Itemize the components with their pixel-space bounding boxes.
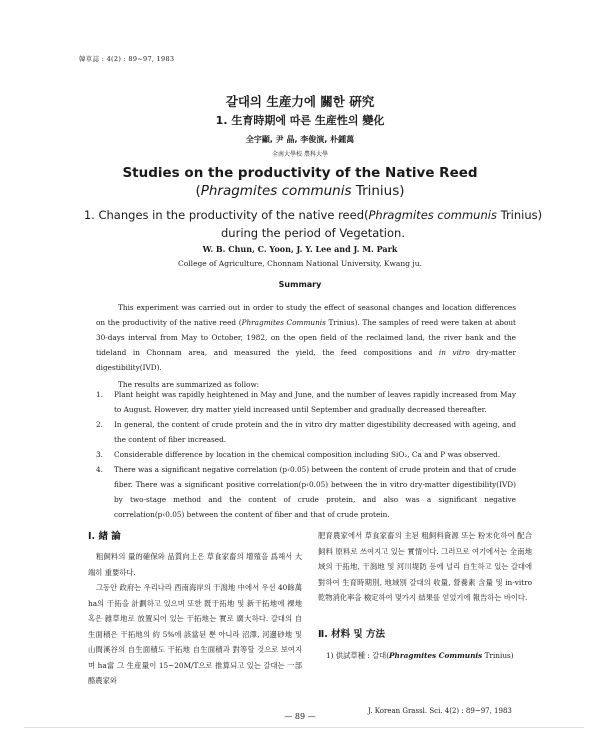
introduction-heading: Ⅰ. 緖 論 bbox=[88, 531, 121, 542]
footer-journal: J. Korean Grassl. Sci. 4(2) : 89~97, 1983 bbox=[368, 707, 512, 715]
right-column bbox=[318, 528, 532, 663]
methods-text: 1) 供試草種 : 갈대( bbox=[326, 650, 390, 660]
introduction-body bbox=[88, 549, 302, 689]
item-number: 1. bbox=[96, 390, 103, 399]
summary-lead: The results are summarized as follow: bbox=[118, 380, 260, 389]
list-item bbox=[96, 462, 516, 522]
species-name: Phragmites communis bbox=[200, 183, 352, 199]
item-text: In general, the content of crude protein and the in vitro dry matter digestibility decreased with ageing, and the content of fiber increased. bbox=[114, 420, 516, 444]
intro-paragraph: 그동안 政府는 우리나라 西南海岸의 干潟地 中에서 우선 40餘萬ha의 干拓을 計劃하고 있으며 또한 既干拓地 및 新干拓地에 裸地 혹은 雜草地로 放置되어 있는 干拓地는 實로 廣大하다. 갈대의 自生面積은 干拓地의 約 5%에 該當된 뿐 아니라 沼澤, 河邊砂地 및 山間溪谷의 自生面積도 干拓地 自生面積과 對等할 것으로 보여지며 ha當 그 生産量이 15~20M/T으로 推算되고 있는 갈대는 一部 酪農家와 bbox=[88, 583, 302, 685]
english-title-species: (Phragmites communis Trinius) bbox=[195, 183, 405, 199]
list-item bbox=[96, 387, 516, 417]
left-column bbox=[88, 528, 302, 689]
english-affiliation: College of Agriculture, Chonnam National University, Kwang ju. bbox=[178, 259, 422, 268]
intro-paragraph: 粗飼料의 量的確保와 品質向上은 草食家畜의 增殖을 爲해서 大端히 重要하다. bbox=[88, 552, 302, 577]
item-number: 3. bbox=[96, 450, 103, 459]
subtitle-suffix: Trinius) bbox=[496, 208, 543, 222]
bottom-divider bbox=[24, 727, 584, 728]
summary-paragraph bbox=[96, 300, 516, 375]
item-text: Plant height was rapidly heightened in May and June, and the number of leaves rapidly increased from May to August. However, dry matter yield increased until September and gradually decreased thereafter. bbox=[114, 390, 516, 414]
methods-body bbox=[318, 648, 532, 664]
species-author: Trinius bbox=[355, 183, 400, 199]
list-item bbox=[96, 417, 516, 447]
subtitle-prefix: 1. Changes in the productivity of the native reed( bbox=[83, 208, 369, 222]
korean-affiliation: 全南大學校 農科大學 bbox=[272, 151, 328, 158]
summary-text: Trinius). The samples of reed were taken at about 30-days interval from May to October, 1982, on the open field of the reclaimed land, the river bank and the tideland in Chonnam area, and measured the yield, the feed compositions and bbox=[96, 318, 516, 357]
summary-invitro: in vitro bbox=[438, 348, 470, 357]
korean-authors: 全宇顯, 尹 晶, 李俊演, 朴鍾萬 bbox=[245, 135, 355, 144]
results-list bbox=[96, 387, 516, 522]
methods-heading: Ⅱ. 材料 및 方法 bbox=[318, 628, 385, 640]
english-title: Studies on the productivity of the Native Reed bbox=[122, 165, 478, 181]
journal-reference: 韓草誌 : 4(2) : 89~97, 1983 bbox=[79, 55, 175, 63]
item-number: 4. bbox=[96, 465, 103, 474]
english-authors: W. B. Chun, C. Yoon, J. Y. Lee and J. M. Park bbox=[202, 244, 398, 254]
summary-heading: Summary bbox=[278, 280, 322, 289]
korean-title: 갈대의 生産力에 關한 硏究 bbox=[225, 94, 375, 109]
page-number: — 89 — bbox=[284, 712, 316, 721]
subtitle-line2: during the period of Vegetation. bbox=[221, 226, 405, 240]
summary-species: Phragmites Communis bbox=[241, 318, 326, 327]
item-text: Considerable difference by location in the chemical composition including SiO₂, Ca and P was observed. bbox=[114, 450, 501, 459]
right-paragraph: 肥育農家에서 草食家畜의 主된 粗飼料資源 또는 粉末化하여 配合飼料 原料로 쓰여지고 있는 實情이다. 그러므로 여기에서는 全南地域의 干拓地, 干潟地 및 河川堤防 등에 널리 自生하고 있는 갈대에 對하여 生育時期別, 地域別 갈대의 收量, 營養素 含量 및 in-vitro 乾物消化率을 檢定하여 몇가지 結果를 얻었기에 報告하는 바이다. bbox=[318, 531, 532, 602]
korean-subtitle: 1. 生育時期에 따른 生産性의 變化 bbox=[215, 114, 385, 127]
methods-species: Phragmites Communis bbox=[389, 650, 483, 660]
summary-body bbox=[96, 300, 516, 392]
methods-paragraph bbox=[318, 648, 532, 664]
summary-text: This experiment was carried out in order to study the effect of seasonal changes and location differences on the productivity of the native reed ( bbox=[96, 303, 516, 327]
subtitle-species: Phragmites communis bbox=[368, 208, 497, 222]
methods-text: Trinius) bbox=[482, 650, 514, 660]
summary-text: dry-matter digestibility(IVD). bbox=[96, 348, 517, 372]
right-body bbox=[318, 528, 532, 606]
item-number: 2. bbox=[96, 420, 103, 429]
item-text: There was a significant negative correlation (p‹0.05) between the content of crude protein and that of crude fiber. There was a significant positive correlation(p‹0.05) between the in vitro dry-matter digestibility(IVD) by two-stage method and the content of crude protein, and also was a significant negative correlation(p‹0.05) between the content of fiber and that of crude protein. bbox=[114, 465, 517, 519]
english-subtitle bbox=[78, 206, 548, 242]
list-item bbox=[96, 447, 516, 462]
